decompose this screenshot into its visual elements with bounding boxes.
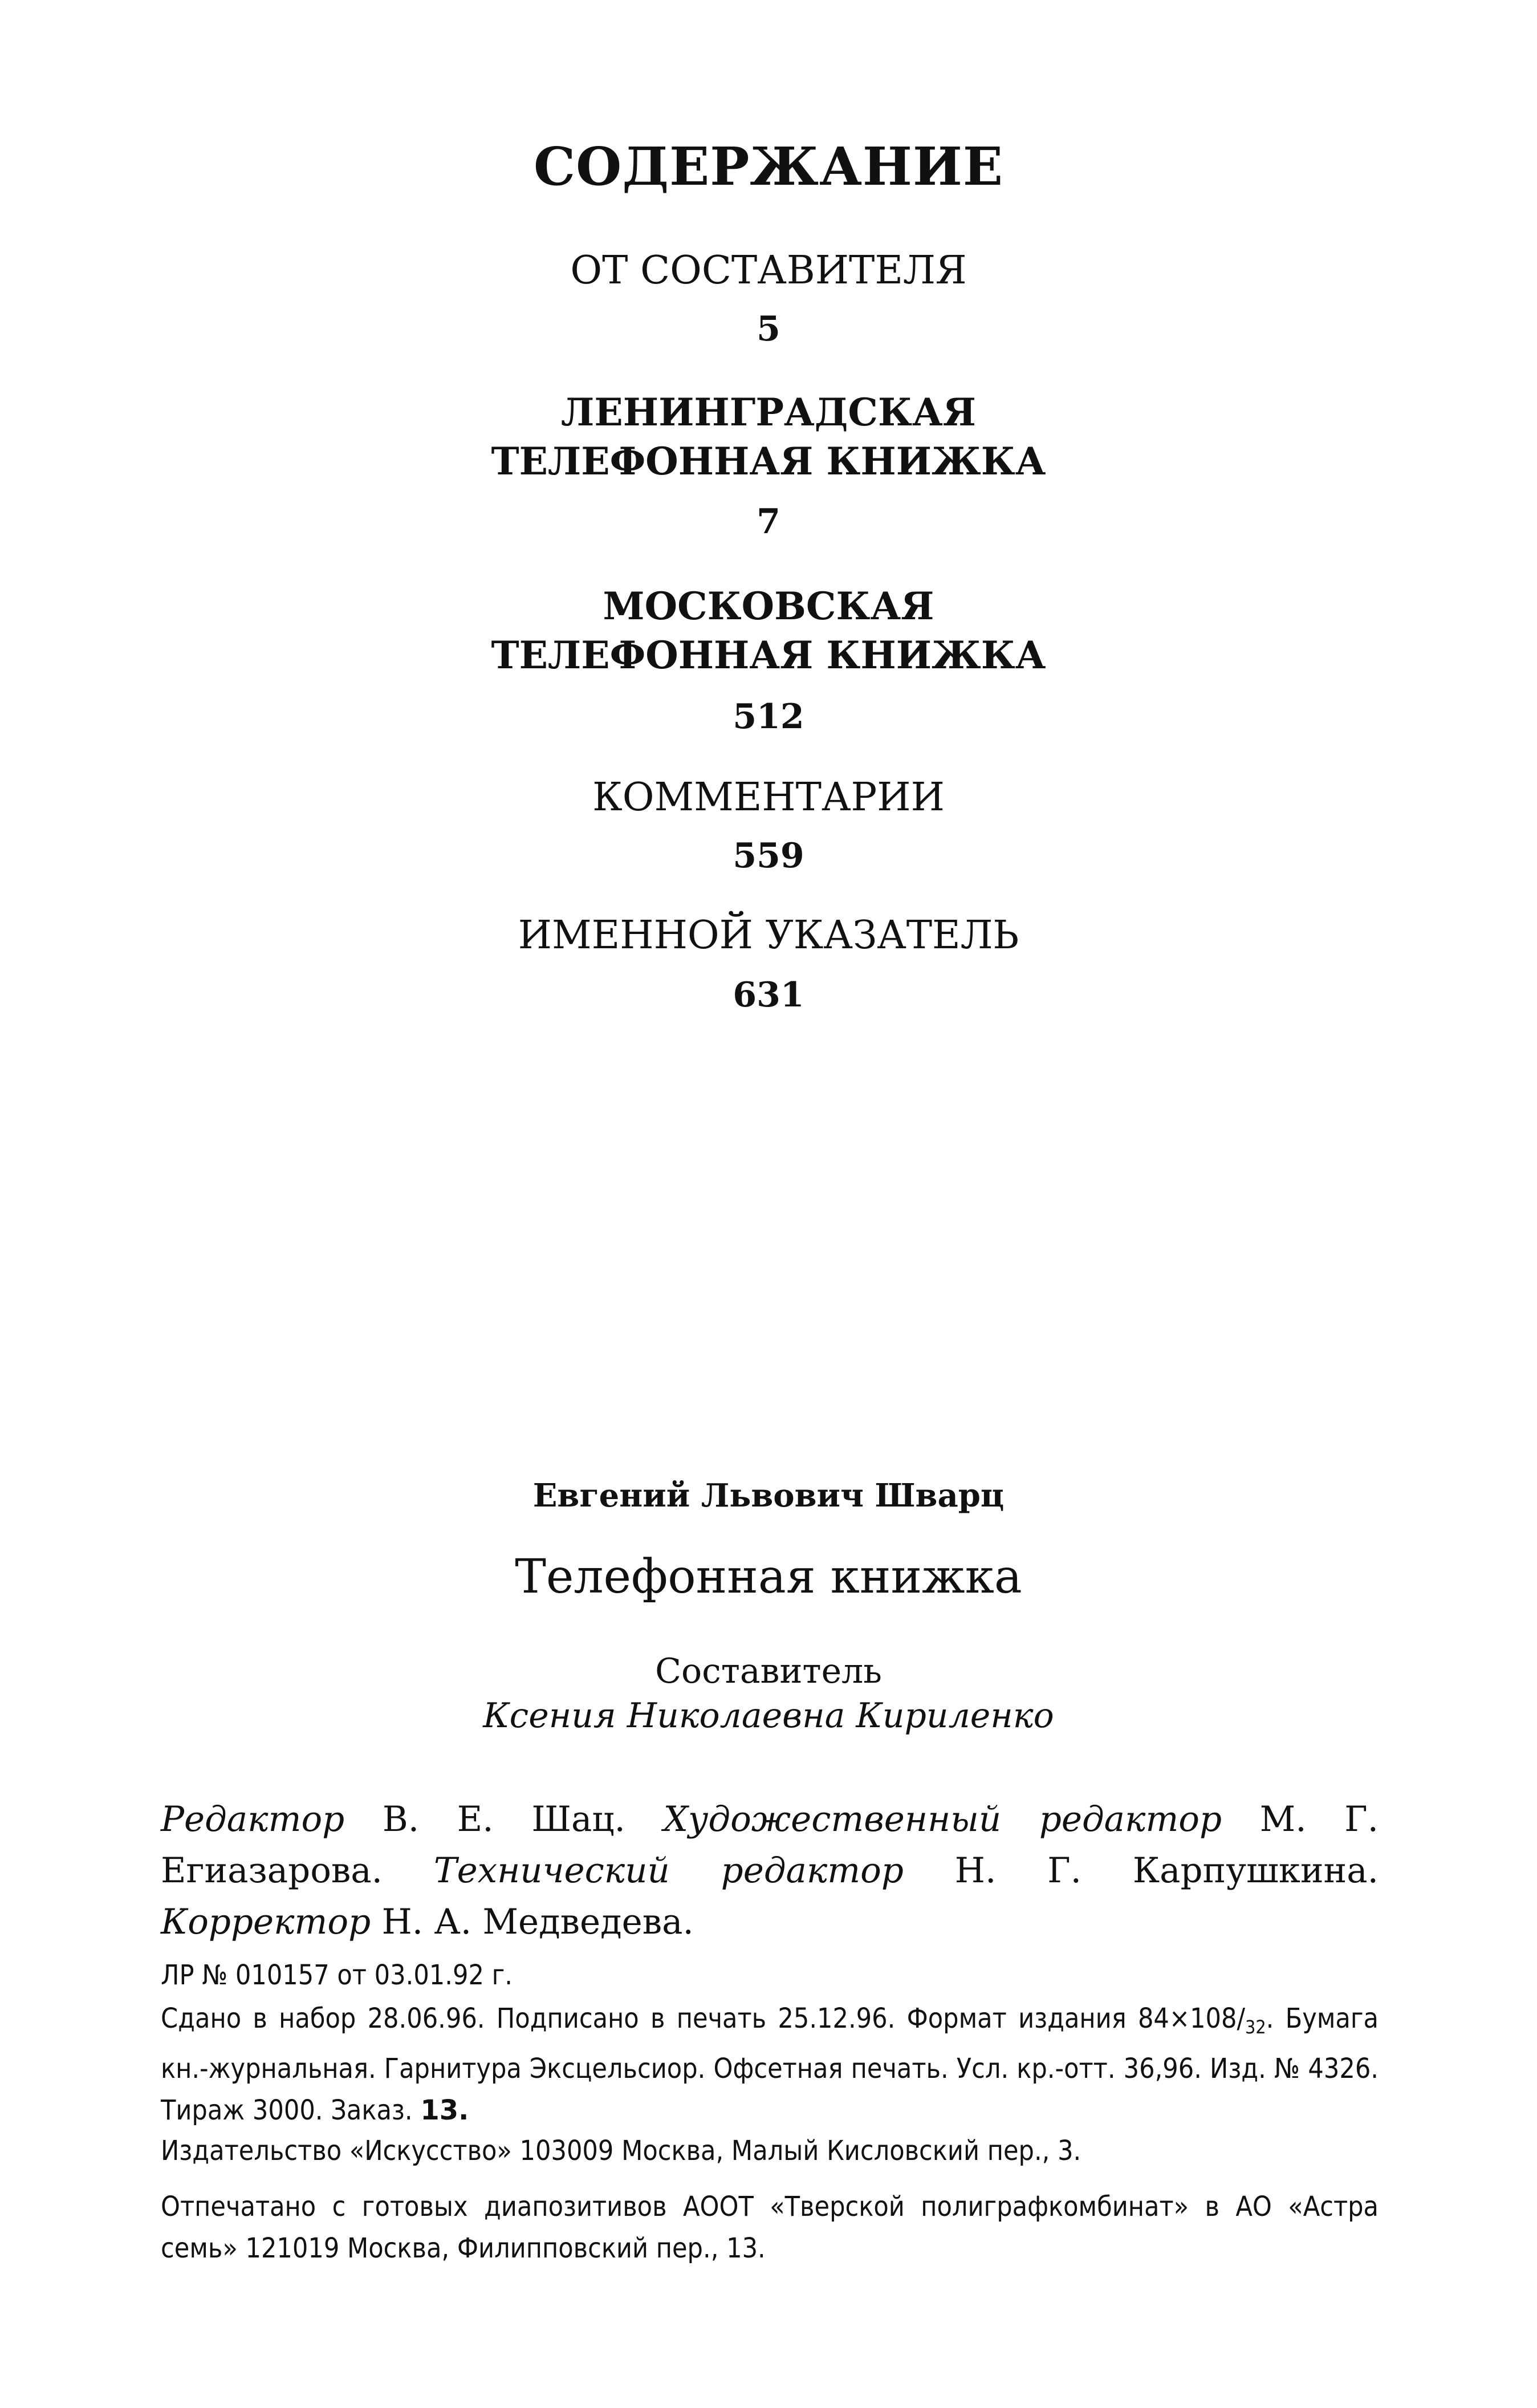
art-editor-name: М. Г. Егиазарова.: [161, 1799, 1379, 1891]
order-number: 13.: [420, 2094, 469, 2126]
toc-title: СОДЕРЖАНИЕ: [533, 136, 1004, 197]
license-number: ЛР № 010157 от 03.01.92 г.: [161, 1959, 513, 1991]
editor-role: Редактор: [161, 1799, 345, 1839]
toc-entry-page: 512: [733, 697, 804, 737]
toc-entry-heading: ТЕЛЕФОННАЯ КНИЖКА: [491, 439, 1046, 484]
tech-editor-name: Н. Г. Карпушкина.: [954, 1850, 1379, 1891]
art-editor-role: Художественный редактор: [663, 1799, 1222, 1839]
corrector-role: Корректор: [161, 1902, 371, 1942]
format-subscript: 32: [1245, 2016, 1266, 2038]
toc-entry-heading: ОТ СОСТАВИТЕЛЯ: [570, 248, 967, 293]
compiler-label: Составитель: [655, 1651, 882, 1691]
print-details: [161, 1998, 1379, 2131]
toc-entry-heading: МОСКОВСКАЯ: [603, 584, 934, 628]
print-details-text-2: . Бумага кн.-журнальная. Гарнитура Эксцельсиор. Офсетная печать. Усл. кр.-отт. 36,96. Изд. № 4326. Тираж 3000. Заказ.: [161, 2003, 1379, 2126]
corrector-name: Н. А. Медведева.: [381, 1902, 694, 1942]
editor-name: В. Е. Шац.: [382, 1799, 625, 1839]
toc-entry-heading: ЛЕНИНГРАДСКАЯ: [561, 390, 976, 435]
compiler-name: Ксения Николаевна Кириленко: [483, 1696, 1054, 1736]
toc-entry-page: 7: [757, 502, 780, 542]
toc-entry-page: 559: [733, 836, 804, 876]
toc-entry-heading: КОММЕНТАРИИ: [592, 775, 945, 820]
book-title: Телефонная книжка: [515, 1550, 1022, 1604]
toc-entry-heading: ИМЕННОЙ УКАЗАТЕЛЬ: [518, 913, 1019, 958]
tech-editor-role: Технический редактор: [433, 1850, 904, 1891]
editors-credits: [161, 1794, 1379, 1948]
toc-entry-heading: ТЕЛЕФОННАЯ КНИЖКА: [491, 633, 1046, 677]
toc-entry-page: 631: [733, 975, 804, 1015]
author-name: Евгений Львович Шварц: [532, 1477, 1005, 1514]
publisher-info: Издательство «Искусство» 103009 Москва, Малый Кисловский пер., 3.: [161, 2135, 1081, 2167]
print-details-text-1: Сдано в набор 28.06.96. Подписано в печать 25.12.96. Формат издания 84×108/: [161, 2003, 1246, 2035]
toc-entry-page: 5: [757, 309, 780, 349]
printer-info: Отпечатано с готовых диапозитивов АООТ «Тверской полиграфкомбинат» в АО «Астра семь» 121019 Москва, Филипповский пер., 13.: [161, 2191, 1379, 2264]
